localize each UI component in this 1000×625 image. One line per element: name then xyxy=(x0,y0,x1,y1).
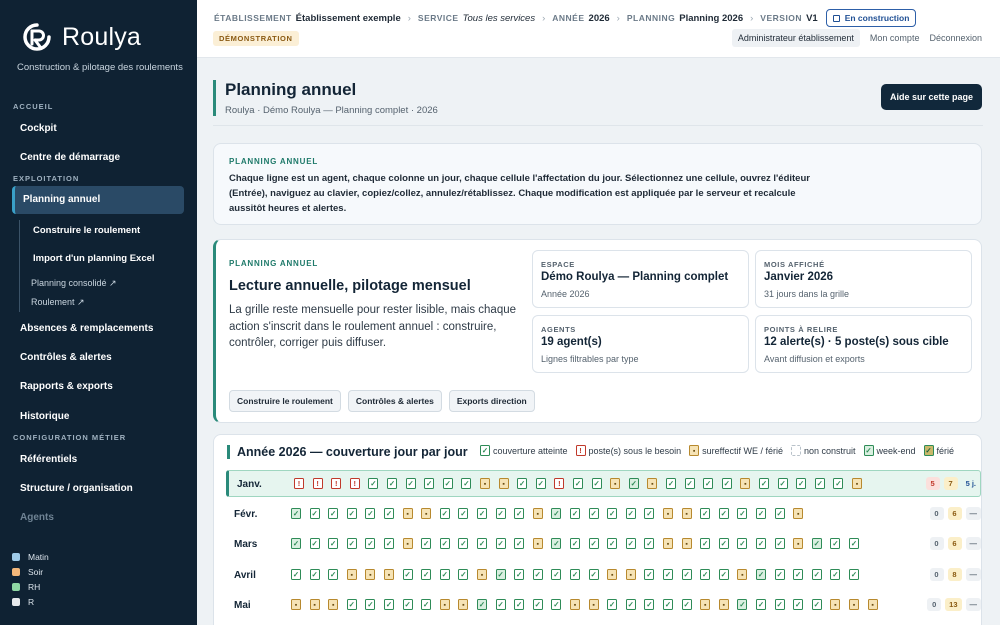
stat-key: MOIS AFFICHÉ xyxy=(764,260,825,269)
day-cell[interactable] xyxy=(347,508,357,519)
day-cell[interactable] xyxy=(737,508,747,519)
day-cell[interactable] xyxy=(328,538,338,549)
day-cell[interactable] xyxy=(812,569,822,580)
day-cell[interactable] xyxy=(589,538,599,549)
sidebar-item-controles[interactable]: Contrôles & alertes xyxy=(20,352,112,363)
day-cell[interactable] xyxy=(365,569,375,580)
day-cell[interactable] xyxy=(291,538,301,549)
day-cell[interactable] xyxy=(756,599,766,610)
day-cell[interactable] xyxy=(663,538,673,549)
stat-pill: — xyxy=(966,537,982,550)
day-cell[interactable] xyxy=(347,569,357,580)
day-cell[interactable] xyxy=(759,478,769,489)
section-exploitation: EXPLOITATION xyxy=(13,174,80,183)
day-cell[interactable] xyxy=(440,569,450,580)
role-switch[interactable]: Administrateur établissement xyxy=(732,29,860,47)
month-label: Mars xyxy=(234,539,258,550)
day-cell[interactable] xyxy=(403,569,413,580)
day-cell[interactable] xyxy=(421,569,431,580)
day-cell[interactable] xyxy=(310,569,320,580)
day-cell[interactable] xyxy=(607,538,617,549)
legend-label: non construit xyxy=(803,445,856,456)
day-cell[interactable] xyxy=(833,478,843,489)
legend-swatch xyxy=(689,445,699,456)
legend-item-ok xyxy=(480,445,568,456)
day-cell[interactable] xyxy=(421,508,431,519)
day-cell[interactable] xyxy=(793,599,803,610)
day-cell[interactable] xyxy=(812,599,822,610)
month-stats xyxy=(926,537,982,550)
legend-label: férié xyxy=(936,445,955,456)
sidebar-item-import[interactable]: Import d'un planning Excel xyxy=(33,253,155,264)
day-cell[interactable] xyxy=(499,478,509,489)
month-stats xyxy=(926,568,982,581)
day-cell[interactable] xyxy=(310,599,320,610)
day-cell[interactable] xyxy=(796,478,806,489)
day-cell[interactable] xyxy=(626,569,636,580)
day-cell[interactable] xyxy=(443,478,453,489)
account-link[interactable]: Mon compte xyxy=(869,33,920,43)
stat-card-espace xyxy=(532,250,749,308)
day-cell[interactable] xyxy=(477,538,487,549)
sidebar-item-absences[interactable]: Absences & remplacements xyxy=(20,323,154,334)
logo-text: Roulya xyxy=(62,22,142,51)
day-cell[interactable] xyxy=(722,478,732,489)
stat-pill: — xyxy=(966,568,982,581)
exports-button[interactable]: Exports direction xyxy=(449,390,535,412)
day-cell[interactable] xyxy=(424,478,434,489)
day-cell[interactable] xyxy=(775,599,785,610)
day-cell[interactable] xyxy=(775,538,785,549)
day-cell[interactable] xyxy=(514,538,524,549)
day-cell[interactable] xyxy=(403,599,413,610)
day-cell[interactable] xyxy=(607,569,617,580)
hero-paragraph: La grille reste mensuelle pour rester lisible, mais chaque action s'inscrit dans le roulement annuel : construire, contrôler, corriger puis diffuser. xyxy=(229,304,517,349)
day-cell[interactable] xyxy=(719,538,729,549)
stat-pill: 5 j. xyxy=(965,479,976,488)
sidebar-item-consolide[interactable]: Planning consolidé ↗ xyxy=(31,278,117,288)
day-cell[interactable] xyxy=(849,538,859,549)
month-row[interactable] xyxy=(226,592,981,619)
day-cell[interactable] xyxy=(610,478,620,489)
legend-item-surplus xyxy=(689,445,783,456)
day-cell[interactable] xyxy=(607,508,617,519)
legend-swatch xyxy=(480,445,490,456)
day-cell[interactable] xyxy=(570,538,580,549)
divider xyxy=(213,125,983,126)
day-cell[interactable] xyxy=(368,478,378,489)
day-cell[interactable] xyxy=(644,508,654,519)
day-cell[interactable] xyxy=(700,538,710,549)
day-cell[interactable] xyxy=(496,569,506,580)
day-cell[interactable] xyxy=(644,569,654,580)
stat-sub: Lignes filtrables par type xyxy=(541,354,639,364)
stat-pill: 0 xyxy=(930,507,944,520)
day-cell[interactable] xyxy=(830,599,840,610)
day-cell[interactable] xyxy=(793,508,803,519)
section-accueil: ACCUEIL xyxy=(13,102,54,111)
day-cell[interactable] xyxy=(815,478,825,489)
day-cell[interactable] xyxy=(737,599,747,610)
legend-swatch xyxy=(791,445,801,456)
day-cell[interactable] xyxy=(592,478,602,489)
day-cell[interactable] xyxy=(440,508,450,519)
day-cell[interactable] xyxy=(328,599,338,610)
day-cell[interactable] xyxy=(496,508,506,519)
breadcrumb: ÉTABLISSEMENT Établissement exemple › SERVICE Tous les services › ANNÉE 2026 › PLANNING Planning 2026 › VERSION V1 En construction xyxy=(214,9,916,27)
sidebar-item-referentiels[interactable]: Référentiels xyxy=(20,454,78,465)
hero-heading: Lecture annuelle, pilotage mensuel xyxy=(229,278,471,294)
day-cell[interactable] xyxy=(533,508,543,519)
day-cell[interactable] xyxy=(647,478,657,489)
day-cell[interactable] xyxy=(551,569,561,580)
section-configuration: CONFIGURATION MÉTIER xyxy=(13,433,127,442)
sidebar-item-cockpit[interactable]: Cockpit xyxy=(20,123,57,134)
day-cell[interactable] xyxy=(458,599,468,610)
topbar xyxy=(197,0,1000,58)
day-cell[interactable] xyxy=(365,599,375,610)
day-cell[interactable] xyxy=(365,538,375,549)
coverage-grid xyxy=(213,434,982,625)
sidebar-item-construire[interactable]: Construire le roulement xyxy=(33,225,141,236)
day-cell[interactable] xyxy=(589,508,599,519)
day-cell[interactable] xyxy=(852,478,862,489)
day-cell[interactable] xyxy=(551,538,561,549)
stat-sub: Année 2026 xyxy=(541,289,590,299)
day-cell[interactable] xyxy=(775,508,785,519)
demo-badge: DÉMONSTRATION xyxy=(213,31,299,46)
stat-pill: — xyxy=(966,507,982,520)
day-cell[interactable] xyxy=(310,538,320,549)
day-cell[interactable] xyxy=(496,538,506,549)
month-row[interactable] xyxy=(226,501,981,528)
month-row[interactable] xyxy=(226,531,981,558)
month-label: Févr. xyxy=(234,508,258,520)
stat-pill: 6 xyxy=(948,537,962,550)
day-cell[interactable] xyxy=(685,478,695,489)
day-cell[interactable] xyxy=(666,478,676,489)
day-cell[interactable] xyxy=(737,538,747,549)
day-cell[interactable] xyxy=(551,599,561,610)
coverage-legend xyxy=(480,445,962,456)
hero-actions xyxy=(229,390,542,412)
stat-card-points xyxy=(755,315,972,373)
day-cell[interactable] xyxy=(458,508,468,519)
day-cell[interactable] xyxy=(440,599,450,610)
legend-label: week-end xyxy=(876,445,916,456)
day-cell[interactable] xyxy=(756,569,766,580)
crumb-key: ANNÉE xyxy=(552,13,585,23)
crumb-key: PLANNING xyxy=(626,13,676,23)
day-cell[interactable] xyxy=(682,569,692,580)
day-cell[interactable] xyxy=(740,478,750,489)
crumb-key: ÉTABLISSEMENT xyxy=(214,13,292,23)
stat-pill: 6 xyxy=(948,507,962,520)
sidebar-item-rapports[interactable]: Rapports & exports xyxy=(20,381,113,392)
intro-tag: PLANNING ANNUEL xyxy=(229,157,319,166)
day-cell[interactable] xyxy=(384,508,394,519)
day-cell[interactable] xyxy=(626,538,636,549)
sidebar-item-demarrage[interactable]: Centre de démarrage xyxy=(20,152,121,163)
stat-pill: 13 xyxy=(945,598,961,611)
day-cell[interactable] xyxy=(663,599,673,610)
day-cell[interactable] xyxy=(536,478,546,489)
stat-value: 19 agent(s) xyxy=(541,336,602,348)
day-cell[interactable] xyxy=(663,569,673,580)
legend-item-none xyxy=(791,445,856,456)
legend-label: couverture atteinte xyxy=(493,445,568,456)
month-stats xyxy=(922,477,980,490)
day-cell[interactable] xyxy=(849,569,859,580)
day-cell[interactable] xyxy=(700,599,710,610)
day-cell[interactable] xyxy=(496,599,506,610)
page-header xyxy=(213,80,438,116)
day-cell[interactable] xyxy=(291,569,301,580)
day-cell[interactable] xyxy=(719,599,729,610)
day-cell[interactable] xyxy=(719,569,729,580)
month-stats xyxy=(923,598,981,611)
stat-pill: 7 xyxy=(944,477,958,490)
day-cell[interactable] xyxy=(682,508,692,519)
stat-value: Démo Roulya — Planning complet xyxy=(541,271,729,283)
legend-swatch xyxy=(576,445,586,456)
page-title: Planning annuel xyxy=(225,80,357,99)
intro-panel xyxy=(213,143,982,225)
day-cell[interactable] xyxy=(589,599,599,610)
day-cell[interactable] xyxy=(347,538,357,549)
stat-sub: 31 jours dans la grille xyxy=(764,289,850,299)
stat-card-agents xyxy=(532,315,749,373)
stat-pill: — xyxy=(966,598,982,611)
day-cell[interactable] xyxy=(644,538,654,549)
stat-value: 12 alerte(s) · 5 poste(s) sous cible xyxy=(764,336,949,348)
legend-item-weok xyxy=(864,445,916,456)
stat-key: POINTS À RELIRE xyxy=(764,325,839,334)
help-button[interactable]: Aide sur cette page xyxy=(881,84,982,110)
month-row[interactable] xyxy=(226,470,981,497)
submenu-rail xyxy=(19,220,20,312)
day-cell[interactable] xyxy=(589,569,599,580)
sidebar-item-label: Planning annuel xyxy=(23,194,101,205)
day-cell[interactable] xyxy=(682,538,692,549)
day-cell[interactable] xyxy=(328,508,338,519)
coverage-title: Année 2026 — couverture jour par jour xyxy=(227,445,468,459)
month-label: Mai xyxy=(234,600,251,611)
day-cell[interactable] xyxy=(403,508,413,519)
day-cell[interactable] xyxy=(551,508,561,519)
day-cell[interactable] xyxy=(644,599,654,610)
day-cell[interactable] xyxy=(629,478,639,489)
day-cell[interactable] xyxy=(700,569,710,580)
stat-value: Janvier 2026 xyxy=(764,271,834,283)
day-cell[interactable] xyxy=(477,599,487,610)
day-cell[interactable] xyxy=(294,478,304,489)
day-cell[interactable] xyxy=(477,569,487,580)
day-cell[interactable] xyxy=(458,569,468,580)
day-cell[interactable] xyxy=(570,508,580,519)
shift-legend-soir: Soir xyxy=(12,567,43,577)
day-cell[interactable] xyxy=(514,569,524,580)
day-cell[interactable] xyxy=(570,599,580,610)
crumb-etablissement[interactable]: Établissement exemple xyxy=(295,12,401,24)
day-cell[interactable] xyxy=(607,599,617,610)
stat-pill: 0 xyxy=(930,568,944,581)
day-cell[interactable] xyxy=(812,538,822,549)
intro-text: Chaque ligne est un agent, chaque colonne un jour, chaque cellule l'affectation du jour. Sélectionnez une cellule, ouvrez l'éditeur (Entrée), naviguez au clavier, copiez/collez, annulez/rétablissez. Chaque modification est appliquée par le serveur et recalcule aussitôt heures et alertes. xyxy=(229,173,810,214)
sidebar-item-planning-annuel[interactable] xyxy=(12,186,184,214)
crumb-key: SERVICE xyxy=(417,13,459,23)
day-cell[interactable] xyxy=(700,508,710,519)
day-cell[interactable] xyxy=(830,569,840,580)
day-cell[interactable] xyxy=(573,478,583,489)
day-cell[interactable] xyxy=(350,478,360,489)
stat-pill: 0 xyxy=(927,598,941,611)
controles-button[interactable]: Contrôles & alertes xyxy=(348,390,442,412)
stat-key: AGENTS xyxy=(541,325,576,334)
sidebar-item-agents[interactable]: Agents xyxy=(20,512,54,523)
stat-pill: 0 xyxy=(930,537,944,550)
day-cell[interactable] xyxy=(793,569,803,580)
user-actions xyxy=(722,29,982,47)
legend-item-ferie xyxy=(924,445,955,456)
day-cell[interactable] xyxy=(313,478,323,489)
day-cell[interactable] xyxy=(403,538,413,549)
day-cell[interactable] xyxy=(328,569,338,580)
day-cell[interactable] xyxy=(365,508,375,519)
day-cell[interactable] xyxy=(458,538,468,549)
day-cell[interactable] xyxy=(793,538,803,549)
day-cell[interactable] xyxy=(421,538,431,549)
day-cell[interactable] xyxy=(421,599,431,610)
day-cell[interactable] xyxy=(310,508,320,519)
legend-swatch xyxy=(864,445,874,456)
month-stats xyxy=(926,507,982,520)
crumb-planning[interactable]: Planning 2026 xyxy=(679,12,744,24)
sidebar-item-structure[interactable]: Structure / organisation xyxy=(20,483,133,494)
day-cell[interactable] xyxy=(849,599,859,610)
day-cell[interactable] xyxy=(830,538,840,549)
day-cell[interactable] xyxy=(384,599,394,610)
crumb-key: VERSION xyxy=(760,13,803,23)
sidebar-item-roulement[interactable]: Roulement ↗ xyxy=(31,297,85,307)
day-cell[interactable] xyxy=(384,538,394,549)
day-cell[interactable] xyxy=(626,599,636,610)
day-cell[interactable] xyxy=(682,599,692,610)
stat-key: ESPACE xyxy=(541,260,575,269)
day-cell[interactable] xyxy=(480,478,490,489)
shift-legend-r: R xyxy=(12,597,34,607)
day-cell[interactable] xyxy=(477,508,487,519)
logo-icon xyxy=(22,22,52,52)
day-cell[interactable] xyxy=(347,599,357,610)
crumb-annee[interactable]: 2026 xyxy=(588,12,610,24)
day-cell[interactable] xyxy=(517,478,527,489)
day-cell[interactable] xyxy=(778,478,788,489)
day-cell[interactable] xyxy=(756,508,766,519)
day-cell[interactable] xyxy=(387,478,397,489)
crumb-version[interactable]: V1 xyxy=(806,12,818,24)
hero-panel xyxy=(213,239,982,423)
tagline: Construction & pilotage des roulements xyxy=(17,62,183,73)
month-row[interactable] xyxy=(226,562,981,589)
month-label: Janv. xyxy=(237,479,262,490)
day-cell[interactable] xyxy=(461,478,471,489)
logo[interactable] xyxy=(22,22,141,52)
day-cell[interactable] xyxy=(384,569,394,580)
day-cell[interactable] xyxy=(406,478,416,489)
hero-tag: PLANNING ANNUEL xyxy=(229,259,319,268)
sidebar-item-historique[interactable]: Historique xyxy=(20,411,70,422)
page-subtitle: Roulya · Démo Roulya — Planning complet · 2026 xyxy=(225,105,438,116)
legend-swatch xyxy=(924,445,934,456)
square-icon xyxy=(833,15,840,22)
sidebar xyxy=(0,0,197,625)
month-label: Avril xyxy=(234,569,256,581)
stat-pill: 8 xyxy=(948,568,962,581)
status-badge: En construction xyxy=(826,9,917,27)
crumb-service[interactable]: Tous les services xyxy=(462,12,536,24)
day-cell[interactable] xyxy=(719,508,729,519)
day-cell[interactable] xyxy=(626,508,636,519)
shift-legend-rh: RH xyxy=(12,582,40,592)
day-cell[interactable] xyxy=(554,478,564,489)
logout-link[interactable]: Déconnexion xyxy=(929,33,982,43)
day-cell[interactable] xyxy=(533,599,543,610)
day-cell[interactable] xyxy=(514,599,524,610)
day-cell[interactable] xyxy=(663,508,673,519)
day-cell[interactable] xyxy=(737,569,747,580)
legend-label: sureffectif WE / férié xyxy=(702,445,783,456)
day-cell[interactable] xyxy=(514,508,524,519)
stat-sub: Avant diffusion et exports xyxy=(764,354,865,364)
day-cell[interactable] xyxy=(570,569,580,580)
day-cell[interactable] xyxy=(331,478,341,489)
day-cell[interactable] xyxy=(291,508,301,519)
day-cell[interactable] xyxy=(775,569,785,580)
construire-button[interactable]: Construire le roulement xyxy=(229,390,341,412)
stat-card-mois xyxy=(755,250,972,308)
day-cell[interactable] xyxy=(533,569,543,580)
main-content xyxy=(197,58,1000,625)
legend-item-under xyxy=(576,445,682,456)
day-cell[interactable] xyxy=(756,538,766,549)
day-cell[interactable] xyxy=(440,538,450,549)
shift-legend-matin: Matin xyxy=(12,552,49,562)
day-cell[interactable] xyxy=(703,478,713,489)
stat-pill: 5 xyxy=(926,477,940,490)
day-cell[interactable] xyxy=(533,538,543,549)
day-cell[interactable] xyxy=(291,599,301,610)
day-cell[interactable] xyxy=(868,599,878,610)
legend-label: poste(s) sous le besoin xyxy=(588,445,682,456)
